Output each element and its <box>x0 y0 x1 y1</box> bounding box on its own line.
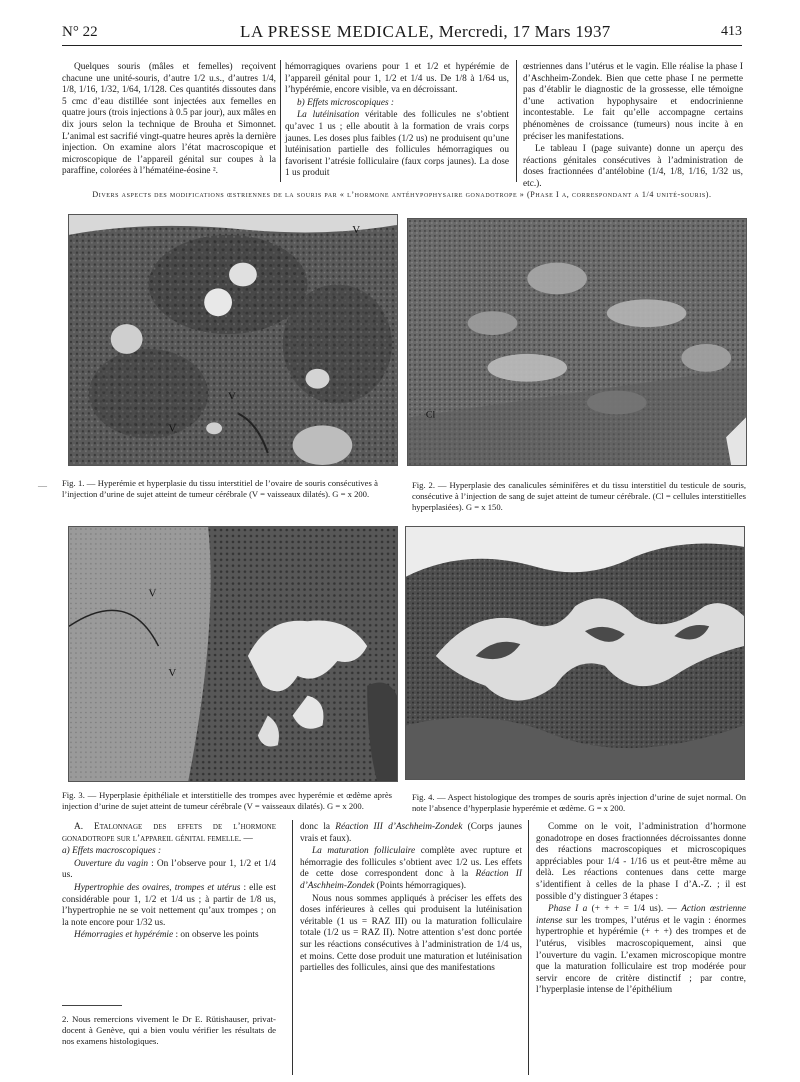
term: Ouverture du vagin <box>74 858 149 869</box>
term: Réaction III d’Aschheim-Zondek <box>335 822 463 832</box>
column-divider <box>280 60 281 182</box>
figure-1-micrograph <box>68 214 398 466</box>
top-column-2 <box>285 62 509 181</box>
text: donc la <box>300 822 336 832</box>
paragraph <box>62 930 276 942</box>
text: véritable des follicules ne s’obtient qu’avec 1 us ; elle aboutit à la formation de vrais corps jaunes. Les doses plus faibles (1/2 us) ne produisent qu’une lutéinisation partielle des follicules hémorragiques ou favorisent l’atrésie folliculaire (faux corps jaunes). La dose 1 us produit <box>285 110 509 179</box>
text: sur les trompes, l’utérus et le vagin : énormes hypertrophie et hypérémie (+ + +) des trompes et de l’utérus, visibles macroscopiquement, ainsi que l’ouverture du vagin. L’examen microscopique montre que la maturation folliculaire est trop modérée pour servir encore de critère distinctif ; par contre, l’hyperplasie intense de l’épithélium <box>536 915 746 996</box>
paragraph: Comme on le voit, l’administration d’hormone gonadotrope en doses fractionnées décroissantes donne des réactions macroscopiques et microscopiques appréciables pour 1/4 - 1/16 us et peut-être même au delà. Les réactions contenues dans cette marge s’identifient à celles de la phase I d’A.-Z. ; il est possible d’y distinguer 3 étapes : <box>536 822 746 902</box>
text: (Corps jaunes vrais et faux). <box>300 822 522 844</box>
term: Hémorragies et hypérémie <box>74 930 174 941</box>
paragraph: hémorragiques ovariens pour 1 et 1/2 et hypérémie de l’appareil génital pour 1, 1/2 et 1/4 us. De 1/8 à 1/64 us, l’hypérémie, encore visible, va en décroissant. <box>285 62 509 96</box>
figure-2-micrograph <box>407 218 747 466</box>
paragraph <box>285 110 509 180</box>
figure-1-caption: Fig. 1. — Hyperémie et hyperplasie du tissu interstitiel de l’ovaire de souris consécutives à l’injection d’urine de sujet atteint de tumeur cérébrale (V = vaisseaux dilatés). G = x 200. <box>62 478 378 499</box>
text: : on observe les points <box>173 930 259 941</box>
paragraph: Le tableau I (page suivante) donne un aperçu des réactions génitales consécutives à l’administration de doses fractionnées d’antélobine (1/4, 1/8, 1/16, 1/32 us, etc.). <box>523 144 743 189</box>
text: (+ + + = 1/4 us). — <box>587 904 682 915</box>
text: : elle est considérable pour 1, 1/2 et 1/4 us ; à partir de 1/8 us, l’hypertrophie ne se voit nettement qu’aux trompes ; on la note encore pour 1/32 us. <box>62 882 276 928</box>
section-heading: A. Etalonnage des effets de l’hormone gonadotrope sur l’appareil génital femelle. — <box>62 822 276 844</box>
running-header <box>62 22 742 46</box>
column-divider <box>292 820 293 1075</box>
figure-3-caption: Fig. 3. — Hyperplasie épithéliale et interstitielle des trompes avec hyperémie et œdème après injection d’urine de sujet atteint de tumeur cérébrale (V = vaisseaux dilatés). G = x 200. <box>62 790 392 811</box>
margin-mark: — <box>38 481 47 491</box>
svg-text:V: V <box>148 587 157 600</box>
text: complète avec rupture et hémorragie des follicules s’obtient avec 1/2 us. Les effets de cette dose correspondent donc à la <box>300 846 522 880</box>
top-column-1 <box>62 62 276 179</box>
column-divider <box>516 60 517 182</box>
term: Hypertrophie des ovaires, trompes et utérus <box>74 882 241 893</box>
subheading: a) Effets macroscopiques : <box>62 846 162 857</box>
paragraph: œstriennes dans l’utérus et le vagin. Elle réalise la phase I d’Aschheim-Zondek. Bien que cette phase I ne permette pas d’établir le diagnostic de la grossesse, elle témoigne d’une activation hypophysaire et endocrinienne incontestable. Le fait qu’elle accompagne certains phénomènes de croissance (tumeurs) nous incite à en préciser les manifestations. <box>523 62 743 142</box>
paragraph: Quelques souris (mâles et femelles) reçoivent chacune une unité-souris, d’autre 1/2 u.s., d’autres 1/4, 1/8, 1/16, 1/32, 1/64, 1/128. Ces quantités dissoutes dans 5 cmc d’eau distillée sont injectées aux femelles en quatre jours (trois injections à 0.5 par jour), aux mâles en dix jours selon la technique de Brouha et Simonnet. L’animal est sacrifié vingt-quatre heures après la dernière injection. On examine alors l’état macroscopique et microscopique de l’appareil génital sur coupes à la paraffine, colorées à l’hématéine-éosine ². <box>62 62 276 177</box>
figure-2-caption: Fig. 2. — Hyperplasie des canalicules séminifères et du tissu interstitiel du testicule de souris, consécutive à l’injection de sang de sujet atteint de tumeur cérébrale. (Cl = cellules interstitielles hyperplasiées). G = x 150. <box>412 480 746 512</box>
text: (Points hémorragiques). <box>374 880 467 891</box>
plates-title: Divers aspects des modifications œstriennes de la souris par « l’hormone antéhypophysaire gonadotrope » (Phase I a, correspondant a 1/4 unité-souris). <box>92 190 712 199</box>
svg-text:Cl: Cl <box>425 409 436 421</box>
page-number: 413 <box>721 24 742 39</box>
journal-title <box>240 22 611 42</box>
publication-name: LA PRESSE MEDICALE, <box>240 22 435 41</box>
term: La lutéinisation <box>297 110 360 121</box>
svg-text:V: V <box>168 422 177 435</box>
column-divider <box>528 820 529 1075</box>
paragraph <box>536 904 746 997</box>
text: : On l’observe pour 1, 1/2 et 1/4 us. <box>62 858 276 881</box>
figure-3-micrograph <box>68 526 398 782</box>
figure-4-caption: Fig. 4. — Aspect histologique des trompes de souris après injection d’urine de sujet normal. On note l’absence d’hyperplasie hyperémie et œdème. G = x 200. <box>412 792 746 813</box>
bottom-column-3 <box>536 822 746 998</box>
term: La maturation folliculaire <box>312 846 416 857</box>
paragraph <box>300 846 522 892</box>
svg-text:V: V <box>228 390 236 403</box>
paragraph <box>62 859 276 882</box>
figure-4-micrograph <box>405 526 745 780</box>
top-column-3 <box>523 62 743 192</box>
term: Action œstrienne intense <box>536 904 747 926</box>
issue-number: N° 22 <box>62 24 98 40</box>
term: Phase I a <box>548 904 588 915</box>
svg-text:V: V <box>352 223 361 236</box>
bottom-column-1 <box>62 822 276 943</box>
svg-text:V: V <box>168 666 177 679</box>
paragraph <box>300 822 522 845</box>
subheading: b) Effets microscopiques : <box>297 97 394 108</box>
footnote: 2. Nous remercions vivement le Dr E. Rütishauser, privat-docent à Genève, qui a bien voulu vérifier les résultats de nos examens histologiques. <box>62 1014 276 1046</box>
bottom-column-2 <box>300 822 522 976</box>
footnote-rule <box>62 1005 122 1006</box>
issue-date: Mercredi, 17 Mars 1937 <box>438 22 611 41</box>
paragraph: Nous nous sommes appliqués à préciser les effets des doses inférieures à celles qui produisent la lutéinisation véritable (1 us = RAZ III) ou la maturation folliculaire totale (1/2 us = RAZ II). Notre attention s’est donc portée sur les réactions consécutives à l’administration de 1/4 us, et moins. Cette dose produit une maturation et lutéinisation partielles des follicules, ainsi que des manifestations <box>300 893 522 974</box>
paragraph <box>62 883 276 929</box>
term: Réaction II d’Aschheim-Zondek <box>300 869 522 891</box>
